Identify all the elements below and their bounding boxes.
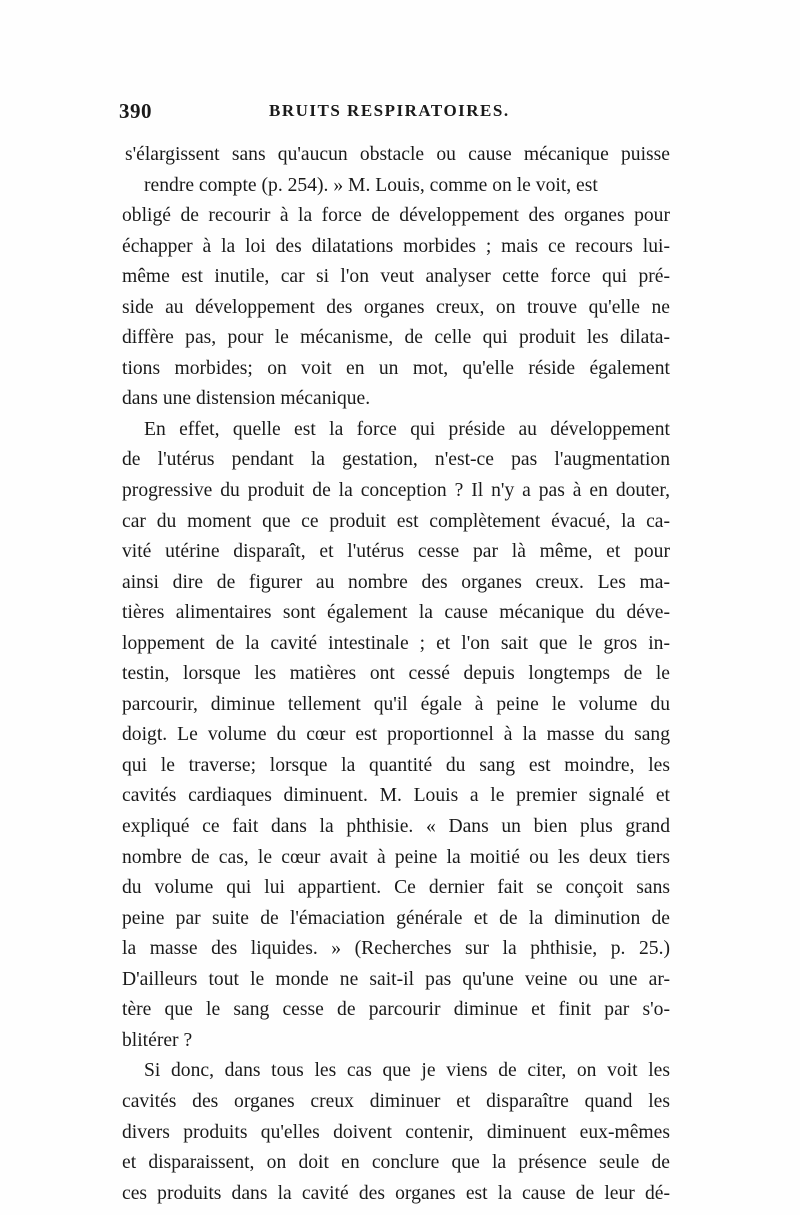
text-line: doigt. Le volume du cœur est proportionnel à la masse du sang (122, 724, 670, 746)
text-line: vité utérine disparaît, et l'utérus cesse par là même, et pour (122, 541, 670, 563)
page-header (119, 99, 674, 131)
running-title: BRUITS RESPIRATOIRES. (269, 101, 510, 120)
page-number: 390 (119, 99, 152, 123)
text-line: et disparaissent, on doit en conclure que la présence seule de (122, 1152, 670, 1174)
text-line: loppement de la cavité intestinale ; et l'on sait que le gros in- (122, 632, 670, 654)
text-line: expliqué ce fait dans la phthisie. « Dans un bien plus grand (122, 816, 670, 838)
body-text (122, 140, 670, 1209)
text-line: ainsi dire de figurer au nombre des organes creux. Les ma- (122, 571, 670, 593)
text-line: progressive du produit de la conception ? Il n'y a pas à en douter, (122, 480, 670, 502)
text-line: de l'utérus pendant la gestation, n'est-ce pas l'augmentation (122, 449, 670, 471)
text-line: rendre compte (p. 254). » M. Louis, comme on le voit, est (144, 174, 598, 196)
text-line: qui le traverse; lorsque la quantité du sang est moindre, les (122, 754, 670, 776)
text-line: la masse des liquides. » (Recherches sur la phthisie, p. 25.) (122, 938, 670, 960)
text-line: tions morbides; on voit en un mot, qu'elle réside également (122, 357, 670, 379)
text-line: Si donc, dans tous les cas que je viens de citer, on voit les (144, 1060, 670, 1082)
text-line: ces produits dans la cavité des organes est la cause de leur dé- (122, 1182, 670, 1204)
text-line: s'élargissent sans qu'aucun obstacle ou cause mécanique puisse (125, 144, 670, 165)
text-line: obligé de recourir à la force de développement des organes pour (122, 205, 670, 227)
text-line: D'ailleurs tout le monde ne sait-il pas qu'une veine ou une ar- (122, 968, 670, 990)
text-line: même est inutile, car si l'on veut analyser cette force qui pré- (122, 266, 670, 288)
text-line: échapper à la loi des dilatations morbides ; mais ce recours lui- (122, 235, 670, 257)
text-line: divers produits qu'elles doivent contenir, diminuent eux-mêmes (122, 1121, 670, 1143)
text-line: car du moment que ce produit est complètement évacué, la ca- (122, 510, 670, 532)
text-line: En effet, quelle est la force qui préside au développement (144, 418, 670, 440)
text-line: diffère pas, pour le mécanisme, de celle qui produit les dilata- (122, 327, 670, 349)
text-line: nombre de cas, le cœur avait à peine la moitié ou les deux tiers (122, 846, 670, 868)
text-line: du volume qui lui appartient. Ce dernier fait se conçoit sans (122, 877, 670, 899)
text-line: tère que le sang cesse de parcourir diminue et finit par s'o- (122, 999, 670, 1021)
text-line: cavités des organes creux diminuer et disparaître quand les (122, 1090, 670, 1112)
text-line: dans une distension mécanique. (122, 388, 371, 410)
text-line: cavités cardiaques diminuent. M. Louis a le premier signalé et (122, 785, 670, 807)
text-line: peine par suite de l'émaciation générale et de la diminution de (122, 907, 670, 929)
text-line: testin, lorsque les matières ont cessé depuis longtemps de le (122, 663, 670, 685)
text-line: side au développement des organes creux, on trouve qu'elle ne (122, 296, 670, 318)
text-line: tières alimentaires sont également la cause mécanique du déve- (122, 602, 670, 624)
text-line: blitérer ? (122, 1029, 193, 1051)
text-line: parcourir, diminue tellement qu'il égale à peine le volume du (122, 693, 670, 715)
